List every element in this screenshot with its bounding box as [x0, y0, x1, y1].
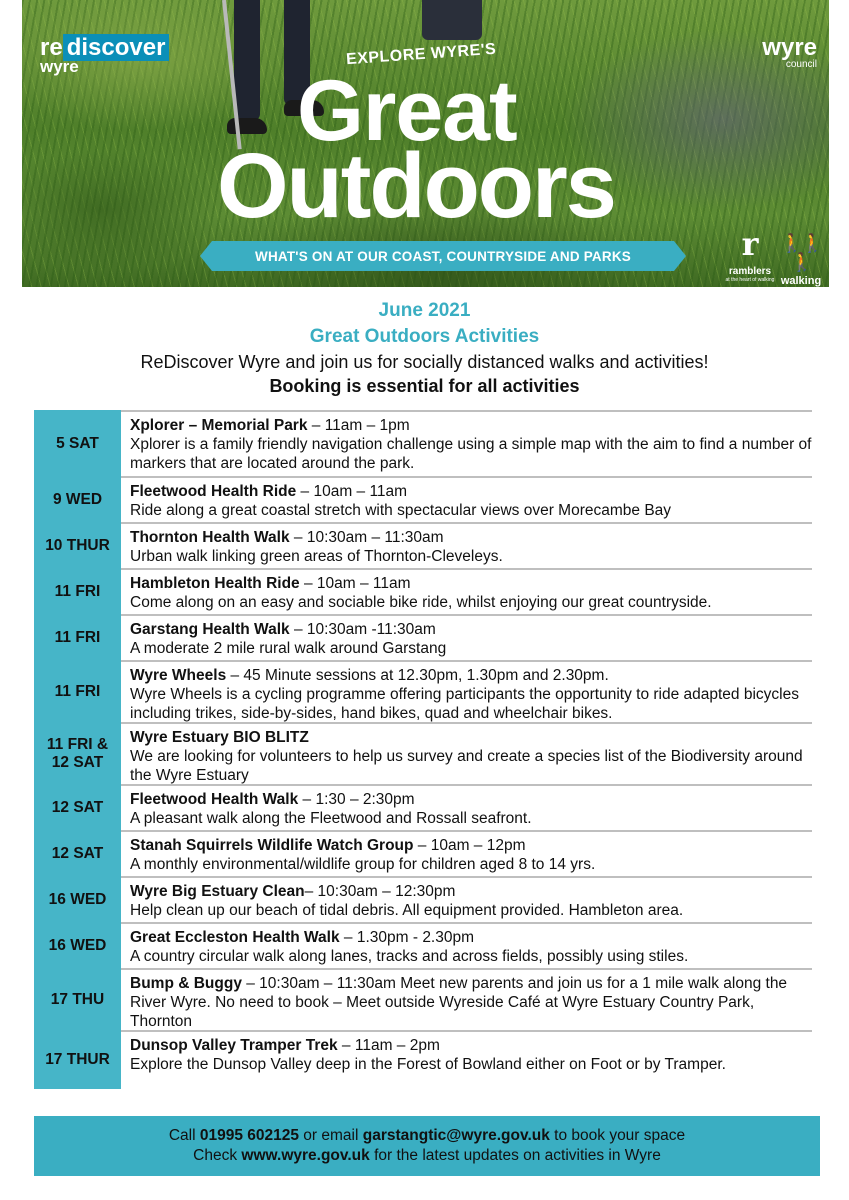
- ramblers-tagline: at the heart of walking: [725, 277, 775, 284]
- ramblers-icon: r: [741, 225, 759, 263]
- table-row: [34, 830, 812, 880]
- date-cell: 11 FRI: [34, 614, 121, 664]
- activity-desc: A moderate 2 mile rural walk around Garstang: [130, 640, 447, 657]
- date-cell: 12 SAT: [34, 830, 121, 880]
- date-cell: 11 FRI & 12 SAT: [34, 722, 121, 788]
- activity-cell: [121, 476, 812, 526]
- date-cell: 9 WED: [34, 476, 121, 526]
- activity-cell: [121, 410, 812, 480]
- activity-time: – 10:30am -11:30am: [289, 621, 436, 638]
- activity-title: Hambleton Health Ride: [130, 575, 300, 592]
- title-outdoors: Outdoors: [217, 135, 615, 237]
- activity-time: – 10:30am – 11:30am: [289, 529, 444, 546]
- activity-desc: Help clean up our beach of tidal debris. All equipment provided. Hambleton area.: [130, 902, 684, 919]
- table-row: [34, 614, 812, 664]
- activity-title: Garstang Health Walk: [130, 621, 290, 638]
- activity-desc: A monthly environmental/wildlife group for children aged 8 to 14 yrs.: [130, 856, 596, 873]
- activity-title: Stanah Squirrels Wildlife Watch Group: [130, 837, 414, 854]
- strapline-banner: WHAT'S ON AT OUR COAST, COUNTRYSIDE AND PARKS: [212, 241, 674, 271]
- activity-desc: We are looking for volunteers to help us survey and create a species list of the Biodiversity around the Wyre Estuary: [130, 748, 803, 784]
- footer-book-text: to book your space: [549, 1127, 686, 1144]
- title-great: Great: [297, 63, 517, 159]
- table-row: [34, 876, 812, 926]
- wfh-name: walking: [780, 274, 822, 287]
- hero-banner: [22, 0, 829, 296]
- activity-time: – 10:30am – 11:30am Meet new parents and join us for a 1 mile walk along the River Wyre. No need to book – Meet outside Wyreside Café at Wyre Estuary Country Park, Thornton: [130, 975, 788, 1030]
- walker-leg: [234, 0, 260, 120]
- booking-notice: Booking is essential for all activities: [269, 376, 580, 396]
- phone-number[interactable]: 01995 602125: [199, 1127, 299, 1144]
- walker-boot: [227, 118, 267, 134]
- date-cell: 5 SAT: [34, 410, 121, 480]
- table-row: [34, 722, 812, 788]
- activity-time: – 10am – 11am: [299, 575, 411, 592]
- activity-title: Bump & Buggy: [130, 975, 242, 992]
- table-row: [34, 922, 812, 972]
- walkers-icon: 🚶🚶🚶: [780, 233, 822, 272]
- footer-or-email: or email: [299, 1127, 363, 1144]
- page-title: Great Outdoors Activities: [309, 326, 540, 347]
- activity-desc: A pleasant walk along the Fleetwood and Rossall seafront.: [130, 810, 532, 827]
- ramblers-logo: [720, 225, 780, 284]
- activity-cell: [121, 922, 812, 972]
- activity-cell: [121, 784, 812, 834]
- activity-title: Wyre Wheels: [130, 667, 227, 684]
- date-cell: 10 THUR: [34, 522, 121, 572]
- website-link[interactable]: www.wyre.gov.uk: [241, 1147, 370, 1164]
- footer-call-text: Call: [168, 1127, 200, 1144]
- activity-desc: Urban walk linking green areas of Thornton-Cleveleys.: [130, 548, 503, 565]
- activity-cell: [121, 968, 812, 1034]
- date-cell: 16 WED: [34, 922, 121, 972]
- walker-leg: [422, 0, 482, 40]
- activity-desc: Ride along a great coastal stretch with spectacular views over Morecambe Bay: [130, 502, 672, 519]
- logo-re: re: [40, 34, 63, 61]
- walking-for-health-logo: [774, 234, 828, 296]
- month-heading: June 2021: [378, 300, 471, 321]
- activity-title: Xplorer – Memorial Park: [130, 417, 308, 434]
- ramblers-name: ramblers: [728, 265, 772, 277]
- activity-title: Wyre Big Estuary Clean: [130, 883, 305, 900]
- date-cell: 17 THUR: [34, 1030, 121, 1092]
- council-logo-text: wyre: [762, 34, 817, 61]
- table-row: [34, 968, 812, 1034]
- email-link[interactable]: garstangtic@wyre.gov.uk: [362, 1127, 550, 1144]
- activity-cell: [121, 876, 812, 926]
- activity-cell: [121, 522, 812, 572]
- intro-text: ReDiscover Wyre and join us for socially distanced walks and activities!: [140, 352, 709, 372]
- activity-time: – 11am – 1pm: [307, 417, 410, 434]
- date-cell: 12 SAT: [34, 784, 121, 834]
- activity-title: Wyre Estuary BIO BLITZ: [130, 729, 309, 746]
- activity-cell: [121, 722, 812, 788]
- activity-desc: Wyre Wheels is a cycling programme offering participants the opportunity to ride adapted bicycles including trikes, side-by-sides, hand bikes, quad and wheelchair bikes.: [130, 686, 799, 722]
- date-cell: 16 WED: [34, 876, 121, 926]
- activity-time: – 1.30pm - 2.30pm: [339, 929, 475, 946]
- activity-desc: Come along on an easy and sociable bike ride, whilst enjoying our great countryside.: [130, 594, 712, 611]
- table-row: [34, 1030, 812, 1092]
- explore-wyres-label: EXPLORE WYRE'S: [345, 40, 497, 69]
- activity-time: – 1:30 – 2:30pm: [298, 791, 415, 808]
- activity-time: – 11am – 2pm: [337, 1037, 440, 1054]
- council-logo-sub: council: [785, 59, 817, 70]
- date-cell: 11 FRI: [34, 660, 121, 726]
- footer-check-text: Check: [193, 1147, 242, 1164]
- activity-time: – 45 Minute sessions at 12.30pm, 1.30pm and 2.30pm.: [226, 667, 609, 684]
- activity-title: Dunsop Valley Tramper Trek: [130, 1037, 338, 1054]
- activity-title: Thornton Health Walk: [130, 529, 290, 546]
- wfh-tagline: for health: [786, 288, 816, 296]
- footer-updates-text: for the latest updates on activities in Wyre: [369, 1147, 661, 1164]
- activity-cell: [121, 568, 812, 618]
- table-row: [34, 410, 812, 480]
- activity-cell: [121, 614, 812, 664]
- table-row: [34, 522, 812, 572]
- activity-desc: A country circular walk along lanes, tracks and across fields, possibly using stiles.: [130, 948, 689, 965]
- activity-desc: Explore the Dunsop Valley deep in the Forest of Bowland either on Foot or by Tramper.: [130, 1056, 726, 1073]
- activity-time: – 10am – 11am: [296, 483, 408, 500]
- date-cell: 17 THU: [34, 968, 121, 1034]
- table-row: [34, 660, 812, 726]
- footer-line-call: [34, 1126, 820, 1146]
- footer-line-check: [34, 1146, 820, 1166]
- contact-footer: [34, 1116, 820, 1176]
- logo-wyre: wyre: [40, 57, 79, 76]
- table-row: [34, 476, 812, 526]
- rediscover-wyre-logo: [40, 36, 169, 75]
- logo-discover: discover: [63, 34, 170, 61]
- activity-cell: [121, 1030, 812, 1092]
- date-cell: 11 FRI: [34, 568, 121, 618]
- wyre-council-logo: [762, 36, 817, 70]
- table-row: [34, 784, 812, 834]
- activity-time: – 10am – 12pm: [413, 837, 526, 854]
- activity-cell: [121, 660, 812, 726]
- activity-title: Fleetwood Health Ride: [130, 483, 297, 500]
- activity-title: Fleetwood Health Walk: [130, 791, 299, 808]
- activity-title: Great Eccleston Health Walk: [130, 929, 340, 946]
- activity-desc: Xplorer is a family friendly navigation challenge using a simple map with the aim to find a number of markers that are located around the park.: [130, 436, 812, 472]
- table-row: [34, 568, 812, 618]
- activity-time: – 10:30am – 12:30pm: [304, 883, 456, 900]
- activity-cell: [121, 830, 812, 880]
